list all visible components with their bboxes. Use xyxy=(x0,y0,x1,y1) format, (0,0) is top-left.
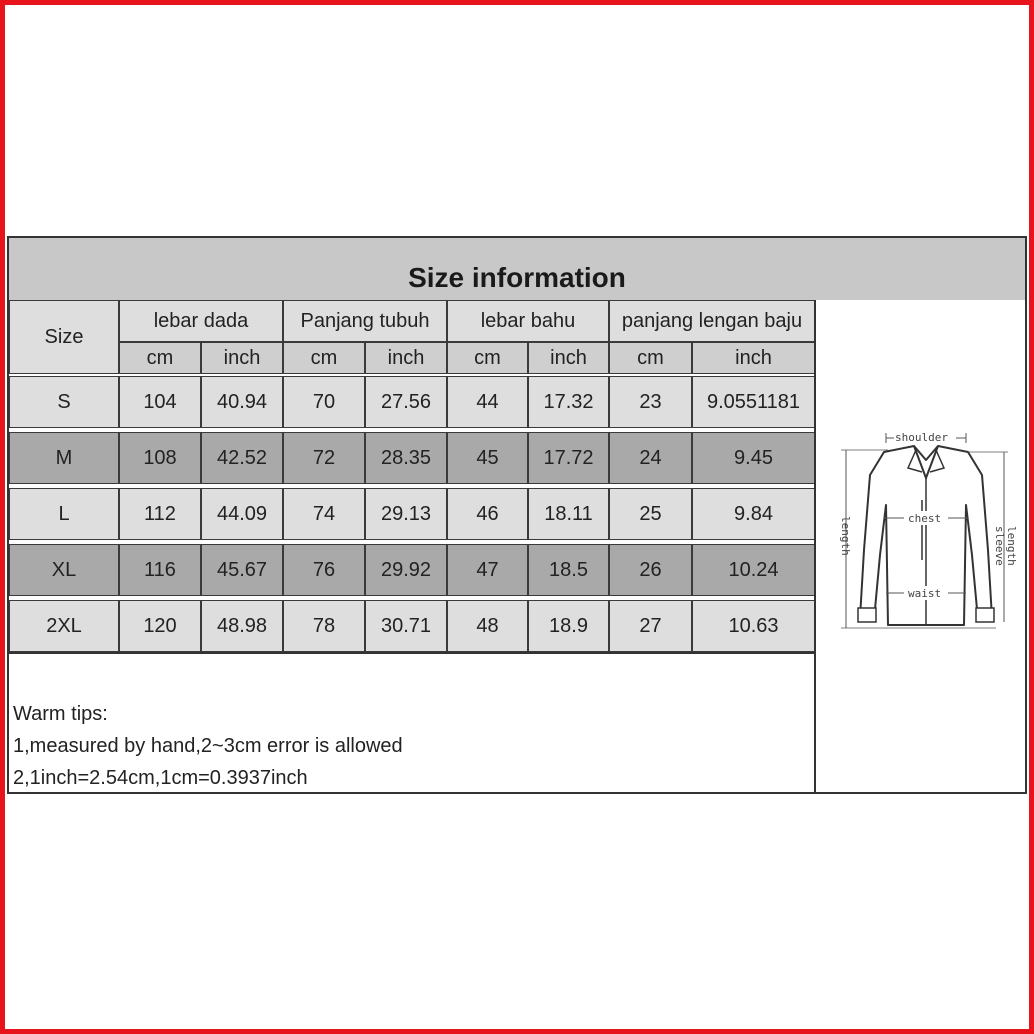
value-cell: 78 xyxy=(283,600,365,652)
group-header: Panjang tubuh xyxy=(283,300,447,342)
warm-tips xyxy=(13,698,403,794)
value-cell: 25 xyxy=(609,488,692,540)
value-cell: 29.92 xyxy=(365,544,447,596)
value-cell: 40.94 xyxy=(201,376,283,428)
value-cell: 48.98 xyxy=(201,600,283,652)
sleeve-label: sleeve xyxy=(993,526,1006,566)
value-cell: 28.35 xyxy=(365,432,447,484)
value-cell: 70 xyxy=(283,376,365,428)
value-cell: 104 xyxy=(119,376,201,428)
unit-header: cm xyxy=(283,342,365,374)
value-cell: 9.45 xyxy=(692,432,815,484)
tip-line-2: 2,1inch=2.54cm,1cm=0.3937inch xyxy=(13,767,308,789)
value-cell: 17.32 xyxy=(528,376,609,428)
value-cell: 9.84 xyxy=(692,488,815,540)
size-cell: XL xyxy=(9,544,119,596)
waist-label: waist xyxy=(908,587,942,600)
size-cell: S xyxy=(9,376,119,428)
value-cell: 10.24 xyxy=(692,544,815,596)
value-cell: 74 xyxy=(283,488,365,540)
value-cell: 27.56 xyxy=(365,376,447,428)
shoulder-label: shoulder xyxy=(895,431,948,444)
value-cell: 48 xyxy=(447,600,528,652)
value-cell: 47 xyxy=(447,544,528,596)
value-cell: 18.11 xyxy=(528,488,609,540)
title-bar xyxy=(9,238,1025,301)
value-cell: 112 xyxy=(119,488,201,540)
value-cell: 9.0551181 xyxy=(692,376,815,428)
value-cell: 24 xyxy=(609,432,692,484)
value-cell: 76 xyxy=(283,544,365,596)
unit-header: cm xyxy=(609,342,692,374)
value-cell: 18.5 xyxy=(528,544,609,596)
value-cell: 17.72 xyxy=(528,432,609,484)
value-cell: 23 xyxy=(609,376,692,428)
value-cell: 18.9 xyxy=(528,600,609,652)
value-cell: 44 xyxy=(447,376,528,428)
group-header: lebar bahu xyxy=(447,300,609,342)
value-cell: 45.67 xyxy=(201,544,283,596)
chest-label: chest xyxy=(908,512,942,525)
value-cell: 10.63 xyxy=(692,600,815,652)
value-cell: 108 xyxy=(119,432,201,484)
sleeve-length-label: length xyxy=(1005,526,1018,566)
length-label: length xyxy=(839,516,852,556)
table-divider xyxy=(9,652,814,654)
value-cell: 26 xyxy=(609,544,692,596)
unit-header: cm xyxy=(447,342,528,374)
value-cell: 42.52 xyxy=(201,432,283,484)
tips-heading: Warm tips: xyxy=(13,703,108,725)
value-cell: 116 xyxy=(119,544,201,596)
unit-header: inch xyxy=(201,342,283,374)
size-cell: L xyxy=(9,488,119,540)
unit-header: inch xyxy=(692,342,815,374)
size-chart xyxy=(7,236,1027,794)
unit-header: inch xyxy=(365,342,447,374)
shirt-icon xyxy=(816,300,1023,792)
group-header: lebar dada xyxy=(119,300,283,342)
value-cell: 44.09 xyxy=(201,488,283,540)
shirt-diagram xyxy=(814,300,1025,792)
value-cell: 27 xyxy=(609,600,692,652)
value-cell: 45 xyxy=(447,432,528,484)
value-cell: 29.13 xyxy=(365,488,447,540)
size-cell: 2XL xyxy=(9,600,119,652)
size-cell: M xyxy=(9,432,119,484)
tip-line-1: 1,measured by hand,2~3cm error is allowed xyxy=(13,735,403,757)
page-title: Size information xyxy=(408,262,626,293)
unit-header: cm xyxy=(119,342,201,374)
value-cell: 30.71 xyxy=(365,600,447,652)
group-header: panjang lengan baju xyxy=(609,300,815,342)
unit-header: inch xyxy=(528,342,609,374)
value-cell: 120 xyxy=(119,600,201,652)
value-cell: 72 xyxy=(283,432,365,484)
value-cell: 46 xyxy=(447,488,528,540)
size-header: Size xyxy=(9,300,119,374)
